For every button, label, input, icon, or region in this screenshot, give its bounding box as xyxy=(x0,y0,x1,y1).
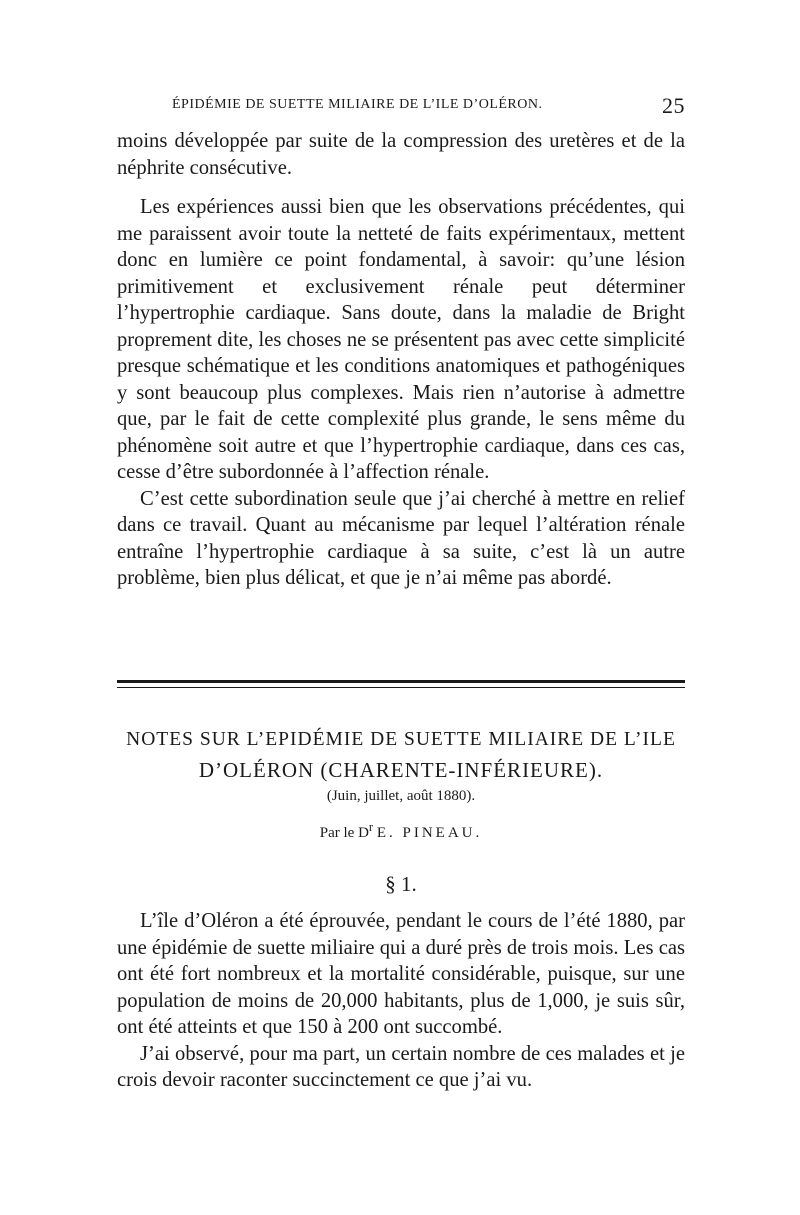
article-author xyxy=(117,820,685,842)
paragraph: J’ai observé, pour ma part, un certain nombre de ces malades et je crois devoir raconter succinctement ce que j’ai vu. xyxy=(117,1042,685,1091)
paragraph: moins développée par suite de la compression des uretères et de la néphrite consécutive. xyxy=(117,130,685,179)
author-prefix: Par le D xyxy=(319,825,369,841)
author-sup: r xyxy=(368,820,374,834)
body-text-bottom xyxy=(117,908,685,1094)
double-rule-divider xyxy=(117,680,685,688)
rule-thin xyxy=(117,687,685,688)
author-name: E. PINEAU. xyxy=(376,825,483,841)
section-heading: § 1. xyxy=(385,872,417,896)
article-title-line1: NOTES SUR L’EPIDÉMIE DE SUETTE MILIAIRE DE L’ILE xyxy=(126,729,676,750)
article-title xyxy=(117,725,685,785)
running-title: ÉPIDÉMIE DE SUETTE MILIAIRE DE L’ILE D’OLÉRON. xyxy=(172,97,543,112)
page-number: 25 xyxy=(662,93,685,118)
paragraph: Les expériences aussi bien que les observations précédentes, qui me paraissent avoir toute la netteté de faits expérimentaux, mettent donc en lumière ce point fondamental, à savoir: qu’une lésion primitivement et exclusivement rénale peut déterminer l’hypertrophie cardiaque. Sans doute, dans la maladie de Bright proprement dite, les choses ne se présentent pas avec cette simplicité presque schématique et les conditions anatomiques et pathogéniques y sont beaucoup plus complexes. Mais rien n’autorise à admettre que, par le fait de cette complexité plus grande, le sens même du phénomène soit autre et que l’hypertrophie cardiaque, dans ces cas, cesse d’être subordonnée à l’affection rénale. xyxy=(117,196,685,483)
paragraph: C’est cette subordination seule que j’ai cherché à mettre en relief dans ce travail. Quant au mécanisme par lequel l’altération rénale entraîne l’hypertrophie cardiaque à sa suite, c’est là un autre problème, bien plus délicat, et que je n’ai même pas abordé. xyxy=(117,487,685,589)
rule-thick xyxy=(117,680,685,683)
article-dates: (Juin, juillet, août 1880). xyxy=(326,788,476,804)
paragraph: L’île d’Oléron a été éprouvée, pendant le cours de l’été 1880, par une épidémie de suette miliaire qui a duré près de trois mois. Les cas ont été fort nombreux et la mortalité considérable, puisque, sur une population de moins de 20,000 habitants, plus de 1,000, je suis sûr, ont été atteints et que 150 à 200 ont succombé. xyxy=(117,910,685,1038)
body-text-top xyxy=(117,128,685,592)
article-title-line2: D’OLÉRON (CHARENTE-INFÉRIEURE). xyxy=(198,758,604,782)
